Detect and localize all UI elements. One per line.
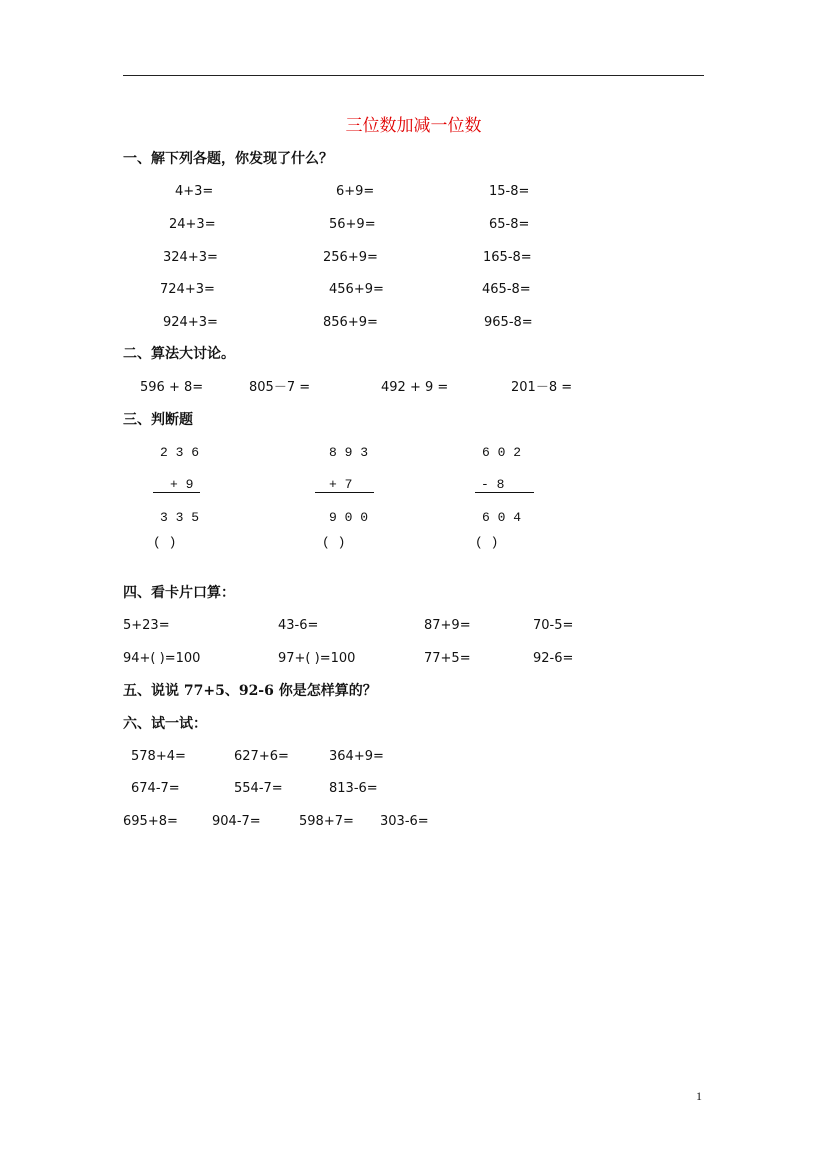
s1-item: 65-8= bbox=[489, 217, 530, 232]
section-4-heading: 四、看卡片口算： bbox=[123, 585, 235, 601]
s1-item: 924+3= bbox=[163, 315, 218, 330]
section-6-heading: 六、试一试： bbox=[123, 716, 207, 732]
s4-item: 5+23= bbox=[123, 618, 170, 633]
s4-item: 94+( )=100 bbox=[123, 651, 201, 666]
s1-item: 965-8= bbox=[484, 315, 533, 330]
s6-item: 627+6= bbox=[234, 749, 289, 764]
s2-item: 492 + 9 = bbox=[381, 380, 449, 395]
s6-item: 578+4= bbox=[131, 749, 186, 764]
s4-item: 43-6= bbox=[278, 618, 319, 633]
s1-item: 456+9= bbox=[329, 282, 384, 297]
section-5-heading: 五、说说 77+5、92-6 你是怎样算的？ bbox=[123, 683, 377, 699]
s3-underline bbox=[315, 492, 374, 493]
s3-underline bbox=[475, 492, 534, 493]
s1-item: 6+9= bbox=[336, 184, 375, 199]
s6-item: 904-7= bbox=[212, 814, 261, 829]
s6-item: 364+9= bbox=[329, 749, 384, 764]
s1-item: 56+9= bbox=[329, 217, 376, 232]
s6-item: 598+7= bbox=[299, 814, 354, 829]
s4-item: 77+5= bbox=[424, 651, 471, 666]
s3-underline bbox=[153, 492, 200, 493]
page-title: 三位数加减一位数 bbox=[345, 116, 482, 136]
s2-item: 596 + 8= bbox=[140, 380, 204, 395]
s1-item: 465-8= bbox=[482, 282, 531, 297]
s6-item: 813-6= bbox=[329, 781, 378, 796]
s3-op: + 9 bbox=[170, 477, 194, 492]
s3-top: 6 0 2 bbox=[482, 445, 522, 460]
header-rule bbox=[123, 75, 704, 76]
s3-op: - 8 bbox=[481, 477, 505, 492]
s4-item: 70-5= bbox=[533, 618, 574, 633]
s3-result: 6 0 4 bbox=[482, 510, 522, 525]
s1-item: 256+9= bbox=[323, 250, 378, 265]
section-2-heading: 二、算法大讨论。 bbox=[123, 346, 235, 362]
s3-paren: ( ) bbox=[322, 535, 346, 550]
s1-item: 165-8= bbox=[483, 250, 532, 265]
s6-item: 695+8= bbox=[123, 814, 178, 829]
s4-item: 97+( )=100 bbox=[278, 651, 356, 666]
s3-result: 3 3 5 bbox=[160, 510, 200, 525]
s2-item: 201－8 = bbox=[511, 380, 573, 395]
section-3-heading: 三、判断题 bbox=[123, 412, 193, 428]
s4-item: 87+9= bbox=[424, 618, 471, 633]
s3-top: 8 9 3 bbox=[329, 445, 369, 460]
page-number: 1 bbox=[696, 1089, 702, 1103]
s6-item: 303-6= bbox=[380, 814, 429, 829]
s1-item: 24+3= bbox=[169, 217, 216, 232]
s6-item: 674-7= bbox=[131, 781, 180, 796]
s1-item: 4+3= bbox=[175, 184, 214, 199]
s3-paren: ( ) bbox=[475, 535, 499, 550]
s3-op: + 7 bbox=[329, 477, 353, 492]
s3-result: 9 0 0 bbox=[329, 510, 369, 525]
s3-paren: ( ) bbox=[153, 535, 177, 550]
s1-item: 856+9= bbox=[323, 315, 378, 330]
s1-item: 324+3= bbox=[163, 250, 218, 265]
s1-item: 724+3= bbox=[160, 282, 215, 297]
s1-item: 15-8= bbox=[489, 184, 530, 199]
s2-item: 805－7 = bbox=[249, 380, 311, 395]
s3-top: 2 3 6 bbox=[160, 445, 200, 460]
s4-item: 92-6= bbox=[533, 651, 574, 666]
section-1-heading: 一、解下列各题，你发现了什么？ bbox=[123, 151, 333, 167]
s6-item: 554-7= bbox=[234, 781, 283, 796]
